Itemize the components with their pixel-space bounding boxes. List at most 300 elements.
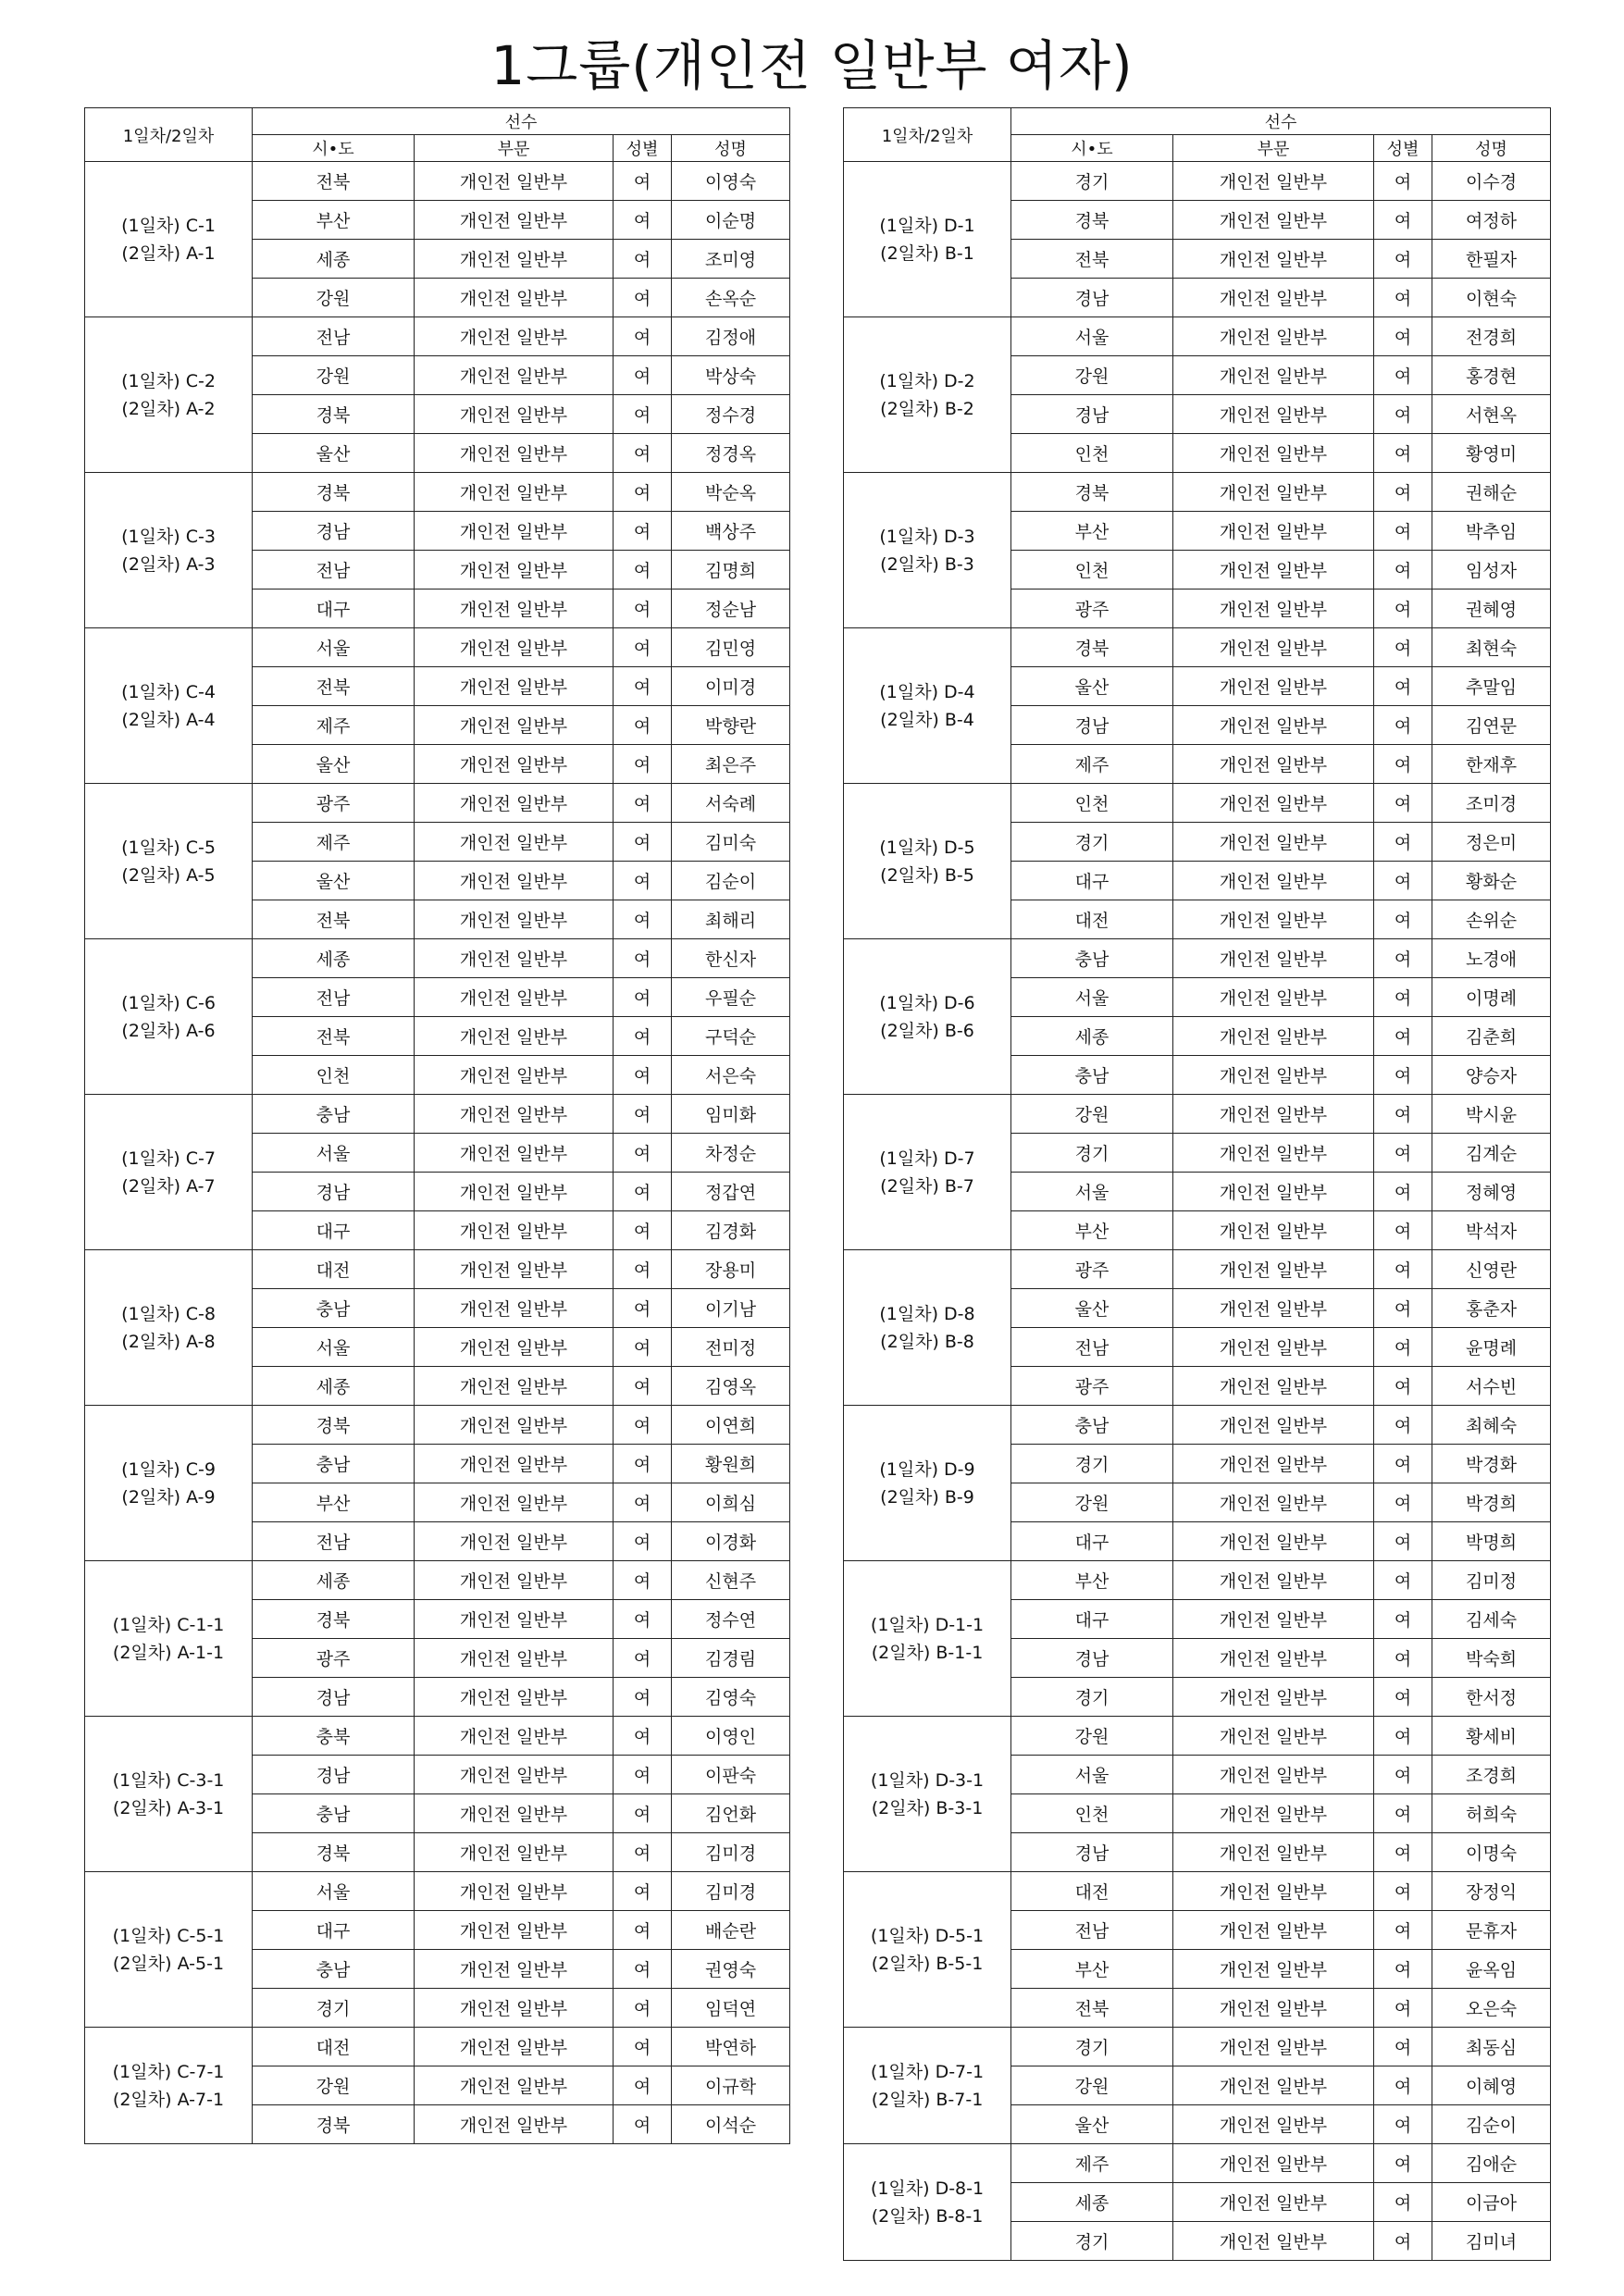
name-cell: 이현숙 (1432, 279, 1551, 317)
day2-code: (2일차) A-1 (121, 242, 216, 264)
division-cell: 개인전 일반부 (1173, 1250, 1374, 1289)
group-code-cell (844, 628, 1011, 784)
region-cell: 전북 (253, 162, 415, 201)
region-cell: 대구 (1011, 862, 1173, 900)
division-cell: 개인전 일반부 (415, 1095, 614, 1134)
division-cell: 개인전 일반부 (1173, 1717, 1374, 1756)
division-cell: 개인전 일반부 (415, 1367, 614, 1406)
gender-cell: 여 (1374, 1989, 1432, 2028)
gender-cell: 여 (1374, 1134, 1432, 1173)
region-cell: 인천 (1011, 551, 1173, 590)
gender-cell: 여 (614, 1483, 672, 1522)
region-cell: 서울 (253, 1872, 415, 1911)
name-cell: 이금아 (1432, 2183, 1551, 2222)
region-cell: 부산 (1011, 512, 1173, 551)
name-cell: 김연문 (1432, 706, 1551, 745)
header-division: 부문 (415, 135, 614, 162)
division-cell: 개인전 일반부 (415, 1639, 614, 1678)
region-cell: 서울 (1011, 978, 1173, 1017)
region-cell: 울산 (253, 745, 415, 784)
day1-code: (1일차) C-1-1 (112, 1614, 225, 1635)
division-cell: 개인전 일반부 (1173, 590, 1374, 628)
gender-cell: 여 (1374, 978, 1432, 1017)
group-table-body-left (85, 162, 790, 2144)
division-cell: 개인전 일반부 (1173, 395, 1374, 434)
gender-cell: 여 (614, 784, 672, 823)
gender-cell: 여 (1374, 1483, 1432, 1522)
division-cell: 개인전 일반부 (1173, 1600, 1374, 1639)
region-cell: 세종 (253, 1367, 415, 1406)
region-cell: 제주 (253, 706, 415, 745)
day1-code: (1일차) C-7-1 (112, 2061, 225, 2082)
group-code-cell (844, 1250, 1011, 1406)
name-cell: 이판숙 (672, 1756, 790, 1794)
division-cell: 개인전 일반부 (1173, 1445, 1374, 1483)
region-cell: 전북 (1011, 1989, 1173, 2028)
region-cell: 경남 (253, 1756, 415, 1794)
table-row (844, 2144, 1551, 2183)
region-cell: 대구 (253, 590, 415, 628)
table-row (844, 1717, 1551, 1756)
name-cell: 허희숙 (1432, 1794, 1551, 1833)
name-cell: 김영숙 (672, 1678, 790, 1717)
name-cell: 김정애 (672, 317, 790, 356)
division-cell: 개인전 일반부 (415, 2028, 614, 2066)
gender-cell: 여 (1374, 2183, 1432, 2222)
day1-code: (1일차) D-1-1 (870, 1614, 985, 1635)
name-cell: 서수빈 (1432, 1367, 1551, 1406)
division-cell: 개인전 일반부 (415, 823, 614, 862)
region-cell: 충남 (253, 1445, 415, 1483)
division-cell: 개인전 일반부 (415, 862, 614, 900)
division-cell: 개인전 일반부 (1173, 1483, 1374, 1522)
division-cell: 개인전 일반부 (1173, 1950, 1374, 1989)
division-cell: 개인전 일반부 (1173, 2066, 1374, 2105)
region-cell: 경북 (253, 1600, 415, 1639)
gender-cell: 여 (614, 240, 672, 279)
division-cell: 개인전 일반부 (415, 162, 614, 201)
name-cell: 김애순 (1432, 2144, 1551, 2183)
region-cell: 전남 (253, 1522, 415, 1561)
group-code-cell (85, 2028, 253, 2144)
gender-cell: 여 (1374, 279, 1432, 317)
region-cell: 경남 (253, 1173, 415, 1211)
gender-cell: 여 (614, 1678, 672, 1717)
region-cell: 강원 (1011, 356, 1173, 395)
region-cell: 경기 (1011, 162, 1173, 201)
gender-cell: 여 (1374, 1833, 1432, 1872)
group-code-cell (844, 1717, 1011, 1872)
gender-cell: 여 (1374, 745, 1432, 784)
gender-cell: 여 (1374, 512, 1432, 551)
name-cell: 조미경 (1432, 784, 1551, 823)
name-cell: 이영숙 (672, 162, 790, 201)
division-cell: 개인전 일반부 (1173, 512, 1374, 551)
gender-cell: 여 (614, 1522, 672, 1561)
gender-cell: 여 (614, 1367, 672, 1406)
region-cell: 전북 (253, 900, 415, 939)
table-row (844, 1406, 1551, 1445)
gender-cell: 여 (1374, 1445, 1432, 1483)
division-cell: 개인전 일반부 (1173, 628, 1374, 667)
region-cell: 경북 (253, 1833, 415, 1872)
name-cell: 김경화 (672, 1211, 790, 1250)
region-cell: 대전 (1011, 900, 1173, 939)
division-cell: 개인전 일반부 (1173, 551, 1374, 590)
name-cell: 장용미 (672, 1250, 790, 1289)
region-cell: 전남 (253, 978, 415, 1017)
name-cell: 윤옥임 (1432, 1950, 1551, 1989)
gender-cell: 여 (614, 2028, 672, 2066)
gender-cell: 여 (1374, 1406, 1432, 1445)
day1-code: (1일차) D-8-1 (870, 2178, 985, 2199)
gender-cell: 여 (1374, 1250, 1432, 1289)
day2-code: (2일차) B-5-1 (871, 1953, 984, 1974)
gender-cell: 여 (1374, 240, 1432, 279)
name-cell: 박시윤 (1432, 1095, 1551, 1134)
region-cell: 전남 (1011, 1911, 1173, 1950)
division-cell: 개인전 일반부 (1173, 745, 1374, 784)
name-cell: 이미경 (672, 667, 790, 706)
division-cell: 개인전 일반부 (1173, 978, 1374, 1017)
name-cell: 박경희 (1432, 1483, 1551, 1522)
day2-code: (2일차) A-8 (121, 1331, 216, 1352)
gender-cell: 여 (614, 1056, 672, 1095)
name-cell: 우필순 (672, 978, 790, 1017)
division-cell: 개인전 일반부 (415, 2066, 614, 2105)
day2-code: (2일차) B-7 (880, 1175, 974, 1197)
region-cell: 광주 (1011, 1367, 1173, 1406)
name-cell: 김미경 (672, 1872, 790, 1911)
region-cell: 광주 (253, 784, 415, 823)
region-cell: 충남 (1011, 1056, 1173, 1095)
group-code-cell (844, 1095, 1011, 1250)
division-cell: 개인전 일반부 (1173, 862, 1374, 900)
gender-cell: 여 (614, 1445, 672, 1483)
gender-cell: 여 (614, 2066, 672, 2105)
division-cell: 개인전 일반부 (1173, 823, 1374, 862)
gender-cell: 여 (1374, 1756, 1432, 1794)
region-cell: 전남 (253, 551, 415, 590)
region-cell: 서울 (253, 1328, 415, 1367)
group-code-cell (844, 939, 1011, 1095)
day1-code: (1일차) C-9 (121, 1458, 216, 1480)
division-cell: 개인전 일반부 (1173, 1328, 1374, 1367)
region-cell: 경북 (253, 395, 415, 434)
gender-cell: 여 (1374, 1600, 1432, 1639)
region-cell: 부산 (1011, 1950, 1173, 1989)
region-cell: 부산 (1011, 1211, 1173, 1250)
gender-cell: 여 (614, 978, 672, 1017)
gender-cell: 여 (1374, 201, 1432, 240)
division-cell: 개인전 일반부 (415, 1794, 614, 1833)
name-cell: 신현주 (672, 1561, 790, 1600)
region-cell: 경남 (1011, 1639, 1173, 1678)
division-cell: 개인전 일반부 (1173, 1639, 1374, 1678)
region-cell: 경북 (253, 473, 415, 512)
division-cell: 개인전 일반부 (1173, 1173, 1374, 1211)
name-cell: 윤명례 (1432, 1328, 1551, 1367)
name-cell: 김민영 (672, 628, 790, 667)
name-cell: 이순명 (672, 201, 790, 240)
day2-code: (2일차) A-7-1 (112, 2089, 225, 2110)
region-cell: 대구 (253, 1911, 415, 1950)
name-cell: 김영옥 (672, 1367, 790, 1406)
gender-cell: 여 (1374, 1678, 1432, 1717)
day2-code: (2일차) B-5 (880, 864, 974, 886)
table-row (85, 473, 790, 512)
division-cell: 개인전 일반부 (1173, 1756, 1374, 1794)
division-cell: 개인전 일반부 (415, 706, 614, 745)
gender-cell: 여 (614, 1134, 672, 1173)
region-cell: 광주 (1011, 1250, 1173, 1289)
name-cell: 김순이 (672, 862, 790, 900)
division-cell: 개인전 일반부 (1173, 784, 1374, 823)
gender-cell: 여 (614, 317, 672, 356)
gender-cell: 여 (614, 1289, 672, 1328)
name-cell: 김계순 (1432, 1134, 1551, 1173)
header-gender: 성별 (1374, 135, 1432, 162)
name-cell: 추말임 (1432, 667, 1551, 706)
name-cell: 박숙희 (1432, 1639, 1551, 1678)
day1-code: (1일차) D-3 (879, 526, 975, 547)
table-row (85, 317, 790, 356)
table-row (85, 784, 790, 823)
day1-code: (1일차) C-4 (121, 681, 216, 702)
division-cell: 개인전 일반부 (1173, 1367, 1374, 1406)
gender-cell: 여 (614, 551, 672, 590)
header-player: 선수 (1011, 108, 1551, 135)
division-cell: 개인전 일반부 (1173, 1289, 1374, 1328)
region-cell: 인천 (1011, 784, 1173, 823)
name-cell: 백상주 (672, 512, 790, 551)
gender-cell: 여 (1374, 2144, 1432, 2183)
gender-cell: 여 (614, 1406, 672, 1445)
division-cell: 개인전 일반부 (1173, 1134, 1374, 1173)
name-cell: 정갑연 (672, 1173, 790, 1211)
name-cell: 황영미 (1432, 434, 1551, 473)
region-cell: 울산 (1011, 2105, 1173, 2144)
region-cell: 세종 (253, 1561, 415, 1600)
day2-code: (2일차) A-5-1 (112, 1953, 225, 1974)
day2-code: (2일차) A-6 (121, 1020, 216, 1041)
region-cell: 충남 (253, 1950, 415, 1989)
region-cell: 경기 (1011, 1134, 1173, 1173)
division-cell: 개인전 일반부 (415, 1483, 614, 1522)
gender-cell: 여 (1374, 784, 1432, 823)
group-code-cell (85, 1250, 253, 1406)
region-cell: 경북 (253, 1406, 415, 1445)
division-cell: 개인전 일반부 (1173, 1911, 1374, 1950)
group-code-cell (85, 473, 253, 628)
day2-code: (2일차) A-4 (121, 709, 216, 730)
division-cell: 개인전 일반부 (415, 1678, 614, 1717)
name-cell: 이희심 (672, 1483, 790, 1522)
name-cell: 권혜영 (1432, 590, 1551, 628)
gender-cell: 여 (614, 201, 672, 240)
table-row (85, 1406, 790, 1445)
division-cell: 개인전 일반부 (1173, 356, 1374, 395)
name-cell: 서은숙 (672, 1056, 790, 1095)
day2-code: (2일차) B-8-1 (871, 2205, 984, 2227)
header-day: 1일차/2일차 (85, 108, 253, 162)
gender-cell: 여 (1374, 1367, 1432, 1406)
region-cell: 경남 (1011, 279, 1173, 317)
day1-code: (1일차) D-4 (879, 681, 975, 702)
division-cell: 개인전 일반부 (415, 1756, 614, 1794)
group-table-right (843, 107, 1551, 2261)
gender-cell: 여 (614, 279, 672, 317)
gender-cell: 여 (614, 1600, 672, 1639)
gender-cell: 여 (1374, 551, 1432, 590)
header-region: 시•도 (1011, 135, 1173, 162)
division-cell: 개인전 일반부 (415, 900, 614, 939)
header-division: 부문 (1173, 135, 1374, 162)
division-cell: 개인전 일반부 (415, 590, 614, 628)
gender-cell: 여 (614, 2105, 672, 2144)
table-row (844, 2028, 1551, 2066)
day2-code: (2일차) A-3-1 (112, 1797, 225, 1818)
gender-cell: 여 (1374, 2105, 1432, 2144)
name-cell: 권해순 (1432, 473, 1551, 512)
division-cell: 개인전 일반부 (1173, 1522, 1374, 1561)
group-code-cell (844, 317, 1011, 473)
name-cell: 정수경 (672, 395, 790, 434)
division-cell: 개인전 일반부 (415, 667, 614, 706)
table-row (844, 162, 1551, 201)
name-cell: 황원희 (672, 1445, 790, 1483)
region-cell: 대구 (253, 1211, 415, 1250)
group-code-cell (85, 162, 253, 317)
name-cell: 박경화 (1432, 1445, 1551, 1483)
gender-cell: 여 (614, 628, 672, 667)
division-cell: 개인전 일반부 (415, 1406, 614, 1445)
name-cell: 정경옥 (672, 434, 790, 473)
division-cell: 개인전 일반부 (1173, 317, 1374, 356)
day1-code: (1일차) C-5-1 (112, 1925, 225, 1946)
name-cell: 이경화 (672, 1522, 790, 1561)
gender-cell: 여 (1374, 1639, 1432, 1678)
day2-code: (2일차) B-2 (880, 398, 974, 419)
day1-code: (1일차) C-8 (121, 1303, 216, 1324)
gender-cell: 여 (614, 900, 672, 939)
region-cell: 세종 (1011, 2183, 1173, 2222)
name-cell: 정은미 (1432, 823, 1551, 862)
region-cell: 강원 (1011, 1095, 1173, 1134)
gender-cell: 여 (1374, 706, 1432, 745)
day1-code: (1일차) D-6 (879, 992, 975, 1013)
division-cell: 개인전 일반부 (415, 473, 614, 512)
region-cell: 울산 (253, 434, 415, 473)
table-row (85, 1872, 790, 1911)
gender-cell: 여 (1374, 667, 1432, 706)
page-title: 1그룹(개인전 일반부 여자) (490, 34, 1134, 97)
group-code-cell (844, 1561, 1011, 1717)
gender-cell: 여 (1374, 1056, 1432, 1095)
region-cell: 세종 (253, 240, 415, 279)
group-code-cell (85, 939, 253, 1095)
region-cell: 강원 (253, 279, 415, 317)
gender-cell: 여 (614, 1911, 672, 1950)
day1-code: (1일차) C-3-1 (112, 1769, 225, 1791)
division-cell: 개인전 일반부 (1173, 1833, 1374, 1872)
name-cell: 박향란 (672, 706, 790, 745)
name-cell: 이명례 (1432, 978, 1551, 1017)
region-cell: 세종 (1011, 1017, 1173, 1056)
division-cell: 개인전 일반부 (415, 240, 614, 279)
division-cell: 개인전 일반부 (415, 317, 614, 356)
gender-cell: 여 (614, 1211, 672, 1250)
name-cell: 박명희 (1432, 1522, 1551, 1561)
division-cell: 개인전 일반부 (1173, 900, 1374, 939)
table-row (844, 628, 1551, 667)
name-cell: 전미정 (672, 1328, 790, 1367)
division-cell: 개인전 일반부 (415, 1250, 614, 1289)
region-cell: 울산 (253, 862, 415, 900)
division-cell: 개인전 일반부 (1173, 279, 1374, 317)
division-cell: 개인전 일반부 (415, 978, 614, 1017)
group-code-cell (844, 2144, 1011, 2261)
name-cell: 김명희 (672, 551, 790, 590)
gender-cell: 여 (614, 1095, 672, 1134)
region-cell: 부산 (253, 201, 415, 240)
region-cell: 전북 (1011, 240, 1173, 279)
region-cell: 전남 (1011, 1328, 1173, 1367)
table-row (844, 1095, 1551, 1134)
region-cell: 강원 (1011, 1717, 1173, 1756)
division-cell: 개인전 일반부 (1173, 434, 1374, 473)
name-cell: 이규학 (672, 2066, 790, 2105)
name-cell: 임성자 (1432, 551, 1551, 590)
gender-cell: 여 (1374, 473, 1432, 512)
group-code-cell (844, 1872, 1011, 2028)
gender-cell: 여 (1374, 1794, 1432, 1833)
name-cell: 정수연 (672, 1600, 790, 1639)
division-cell: 개인전 일반부 (415, 745, 614, 784)
region-cell: 경남 (253, 512, 415, 551)
name-cell: 임미화 (672, 1095, 790, 1134)
name-cell: 김춘희 (1432, 1017, 1551, 1056)
name-cell: 김언화 (672, 1794, 790, 1833)
division-cell: 개인전 일반부 (1173, 2144, 1374, 2183)
division-cell: 개인전 일반부 (415, 356, 614, 395)
region-cell: 서울 (253, 628, 415, 667)
gender-cell: 여 (1374, 939, 1432, 978)
name-cell: 구덕순 (672, 1017, 790, 1056)
region-cell: 서울 (1011, 317, 1173, 356)
name-cell: 노경애 (1432, 939, 1551, 978)
header-day: 1일차/2일차 (844, 108, 1011, 162)
gender-cell: 여 (614, 590, 672, 628)
name-cell: 조미영 (672, 240, 790, 279)
name-cell: 박상숙 (672, 356, 790, 395)
name-cell: 권영숙 (672, 1950, 790, 1989)
region-cell: 경남 (1011, 706, 1173, 745)
gender-cell: 여 (1374, 1717, 1432, 1756)
region-cell: 세종 (253, 939, 415, 978)
table-row (85, 2028, 790, 2066)
gender-cell: 여 (1374, 1911, 1432, 1950)
region-cell: 광주 (253, 1639, 415, 1678)
name-cell: 홍경현 (1432, 356, 1551, 395)
division-cell: 개인전 일반부 (415, 1445, 614, 1483)
region-cell: 강원 (1011, 1483, 1173, 1522)
region-cell: 제주 (253, 823, 415, 862)
name-cell: 손위순 (1432, 900, 1551, 939)
group-code-cell (85, 1561, 253, 1717)
day1-code: (1일차) D-3-1 (870, 1769, 985, 1791)
gender-cell: 여 (614, 1989, 672, 2028)
